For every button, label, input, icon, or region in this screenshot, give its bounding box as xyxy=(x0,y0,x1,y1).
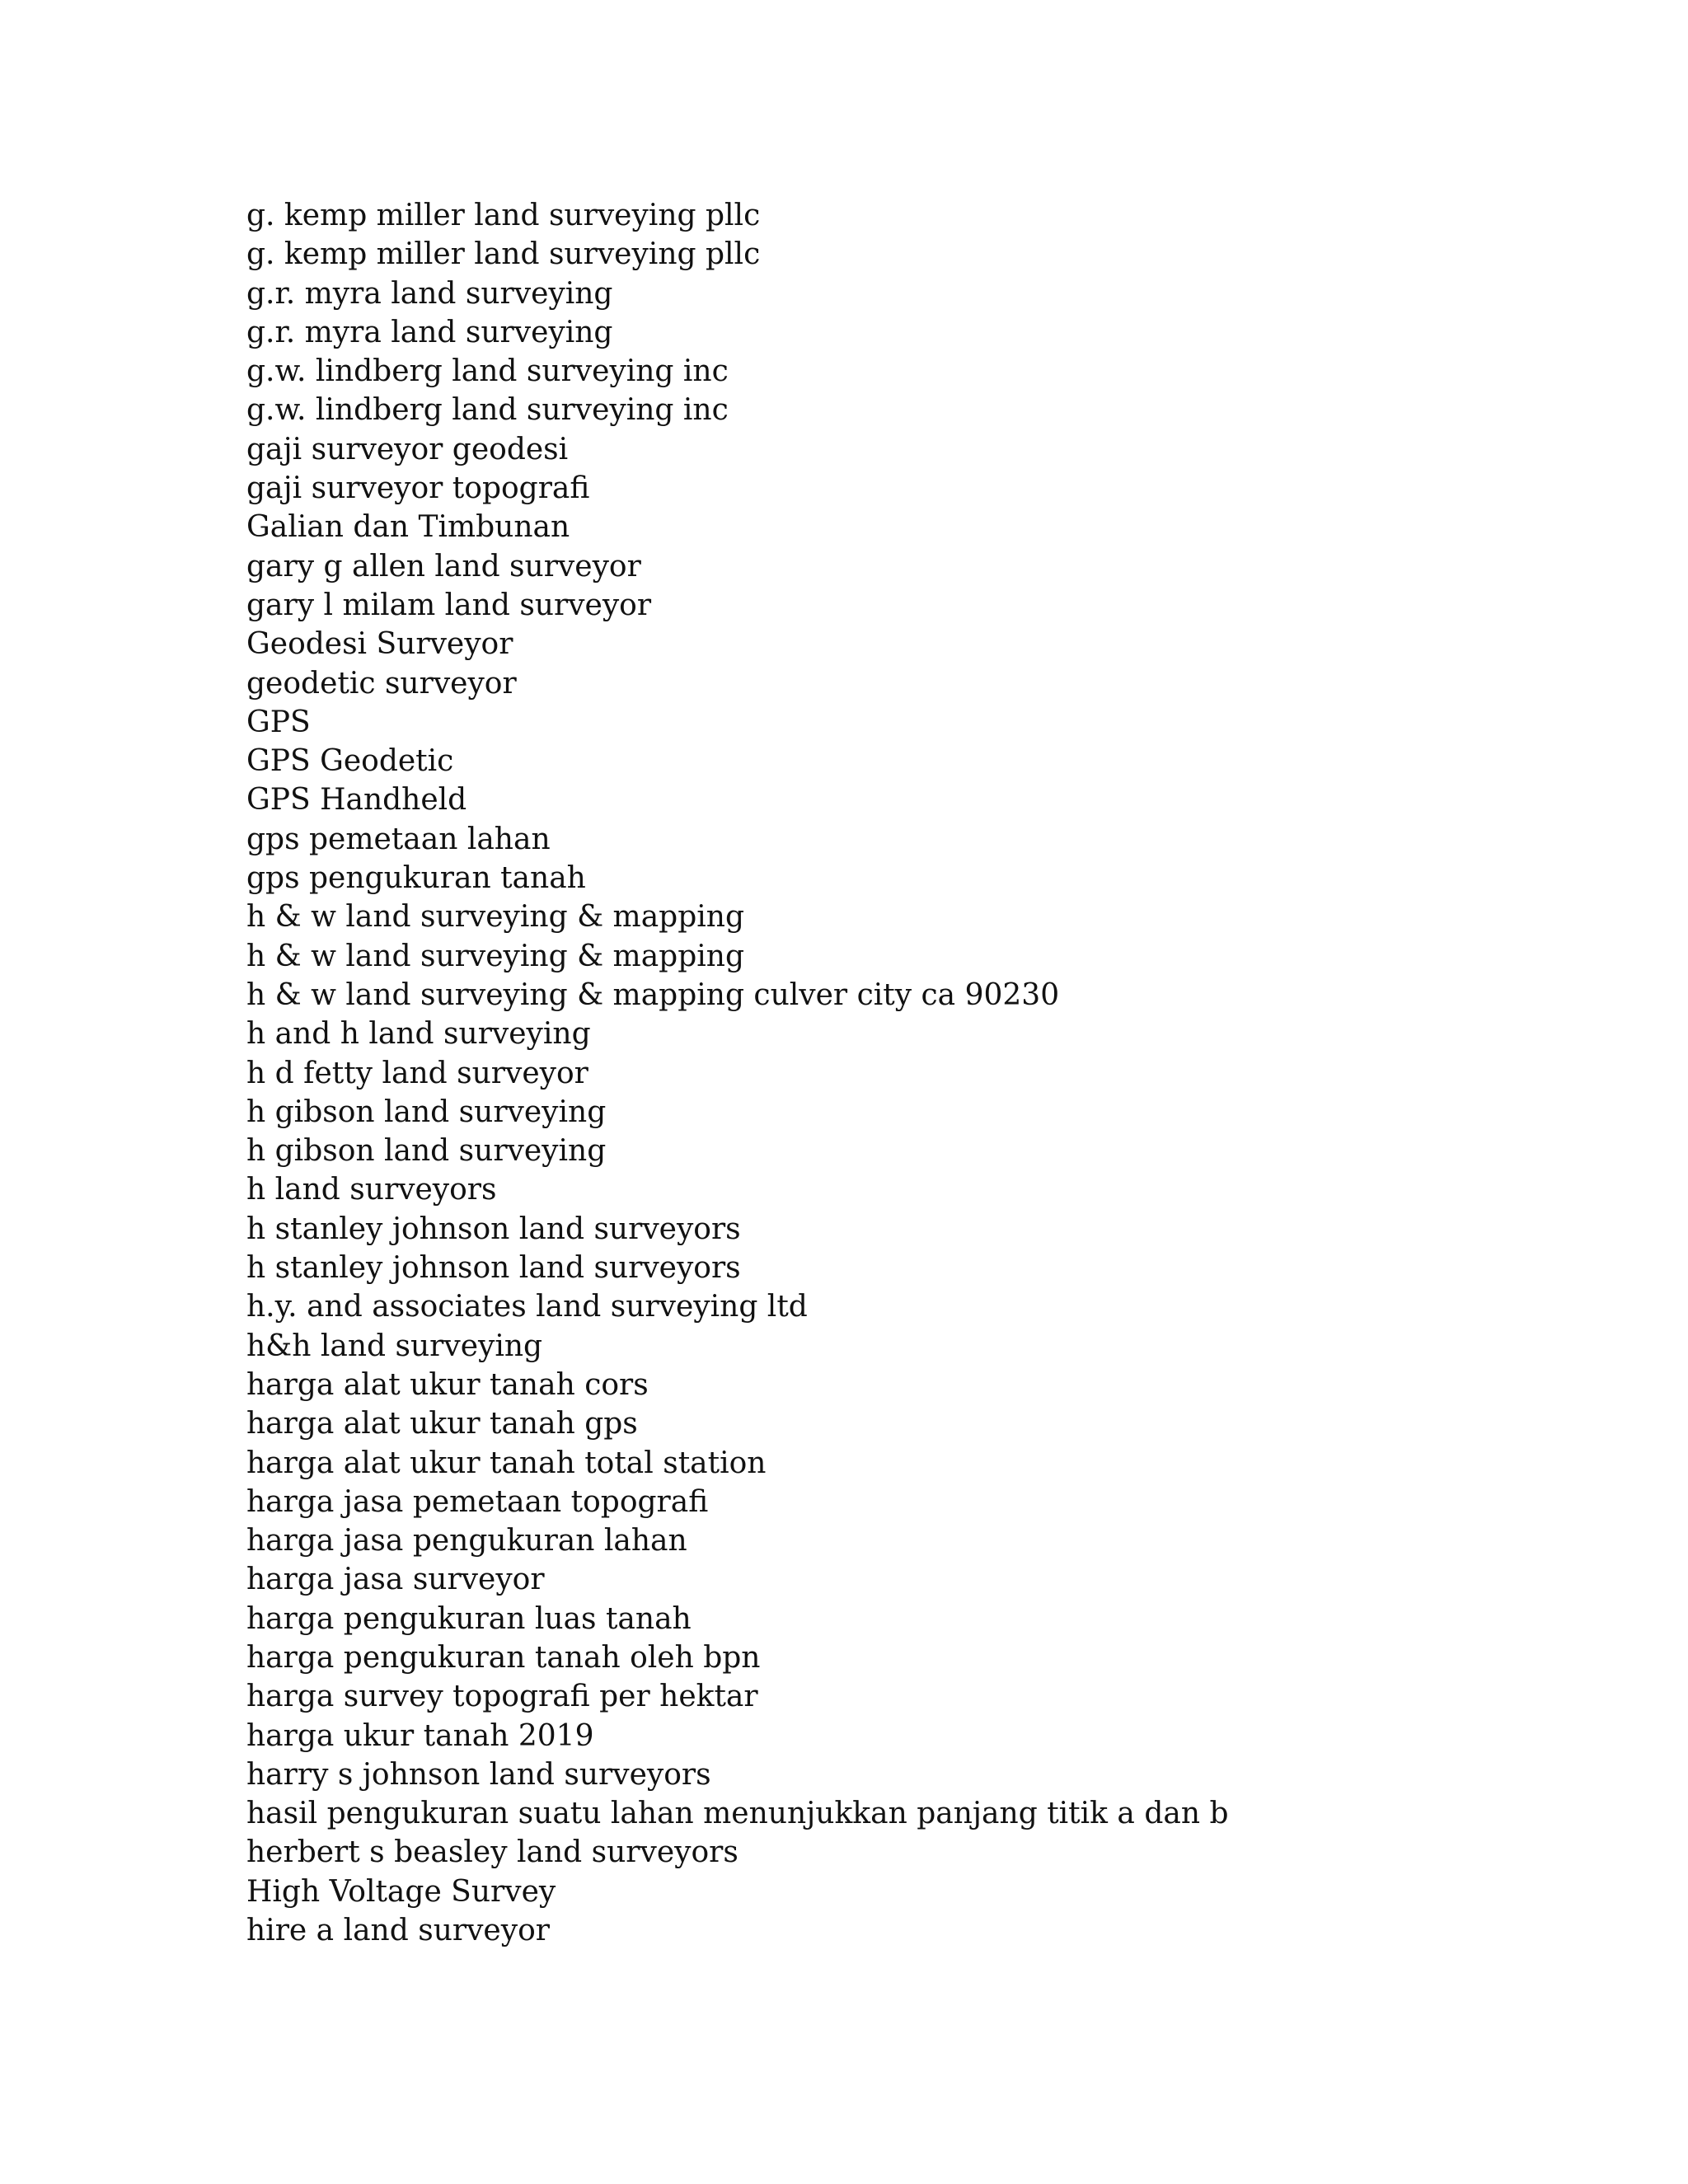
list-item: g.w. lindberg land surveying inc xyxy=(246,354,729,389)
list-item: High Voltage Survey xyxy=(246,1874,556,1909)
list-item: g.r. myra land surveying xyxy=(246,276,613,311)
list-item: herbert s beasley land surveyors xyxy=(246,1835,738,1870)
list-item: gps pemetaan lahan xyxy=(246,822,551,856)
list-item: gary l milam land surveyor xyxy=(246,588,652,622)
list-item: h gibson land surveying xyxy=(246,1094,607,1129)
list-item: GPS Handheld xyxy=(246,783,467,818)
list-item: Geodesi Surveyor xyxy=(246,627,513,662)
list-item: h stanley johnson land surveyors xyxy=(246,1212,741,1246)
list-item: GPS Geodetic xyxy=(246,744,454,779)
list-item: h stanley johnson land surveyors xyxy=(246,1251,741,1286)
list-item: h and h land surveying xyxy=(246,1017,591,1052)
list-item: harry s johnson land surveyors xyxy=(246,1757,711,1792)
list-item: g.r. myra land surveying xyxy=(246,315,613,349)
list-item: gps pengukuran tanah xyxy=(246,861,586,896)
list-item: harga alat ukur tanah gps xyxy=(246,1407,638,1441)
list-item: harga alat ukur tanah total station xyxy=(246,1446,767,1480)
list-item: hire a land surveyor xyxy=(246,1914,550,1948)
list-item: h & w land surveying & mapping xyxy=(246,900,744,935)
list-item: Galian dan Timbunan xyxy=(246,510,570,545)
list-item: harga survey topografi per hektar xyxy=(246,1680,758,1714)
list-item: h d fetty land surveyor xyxy=(246,1056,588,1090)
list-item: geodetic surveyor xyxy=(246,666,517,701)
list-item: g.w. lindberg land surveying inc xyxy=(246,393,729,428)
list-item: h gibson land surveying xyxy=(246,1134,607,1169)
list-item: gary g allen land surveyor xyxy=(246,549,641,583)
list-item: h.y. and associates land surveying ltd xyxy=(246,1290,808,1324)
list-item: h & w land surveying & mapping xyxy=(246,939,744,973)
list-item: harga jasa pengukuran lahan xyxy=(246,1524,687,1558)
list-item: harga jasa pemetaan topografi xyxy=(246,1484,709,1519)
list-item: GPS xyxy=(246,705,311,739)
list-item: hasil pengukuran suatu lahan menunjukkan panjang titik a dan b xyxy=(246,1797,1229,1831)
list-item: harga alat ukur tanah cors xyxy=(246,1367,649,1402)
list-item: harga pengukuran tanah oleh bpn xyxy=(246,1640,761,1675)
list-item: g. kemp miller land surveying pllc xyxy=(246,199,761,232)
list-item: harga ukur tanah 2019 xyxy=(246,1718,594,1753)
list-item: h&h land surveying xyxy=(246,1329,543,1363)
list-item: gaji surveyor geodesi xyxy=(246,432,569,466)
list-item: h land surveyors xyxy=(246,1173,497,1207)
list-item: gaji surveyor topografi xyxy=(246,471,590,506)
keyword-list xyxy=(246,196,1229,1950)
list-item: harga pengukuran luas tanah xyxy=(246,1601,692,1636)
list-item: h & w land surveying & mapping culver city ca 90230 xyxy=(246,977,1060,1012)
list-item: harga jasa surveyor xyxy=(246,1563,545,1597)
list-item: g. kemp miller land surveying pllc xyxy=(246,237,761,272)
